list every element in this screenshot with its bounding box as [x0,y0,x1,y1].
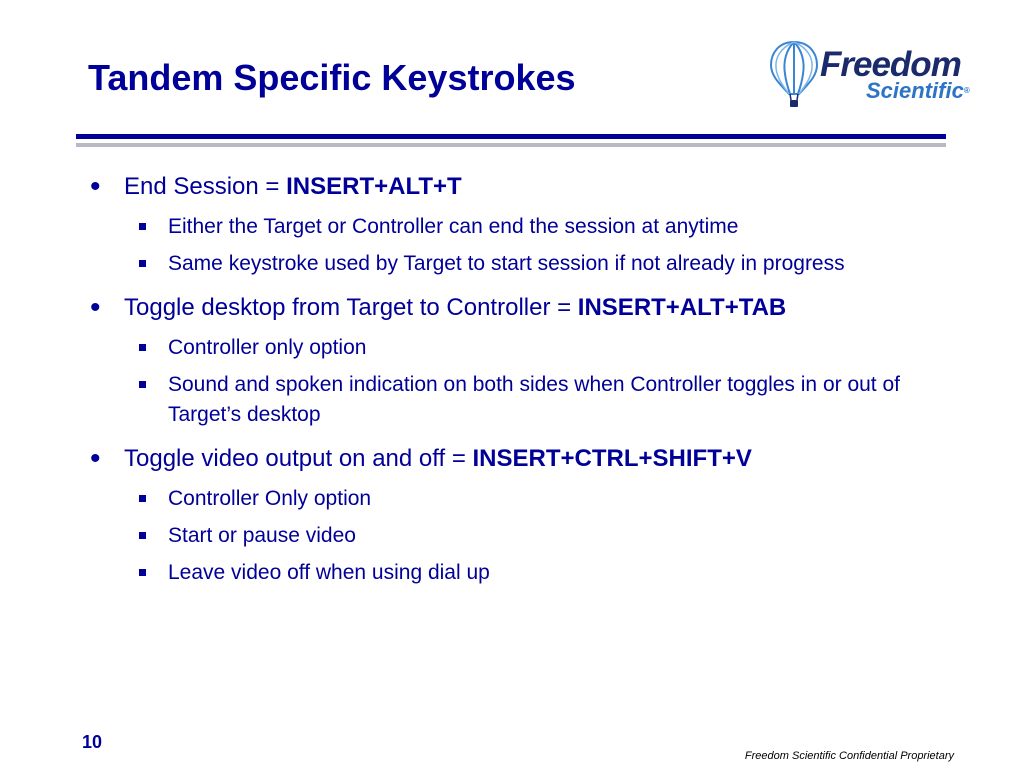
footer-confidential: Freedom Scientific Confidential Proprietary [744,750,954,762]
sub-bullet [124,521,968,551]
logo-wordmark-scientific-text: Scientific [866,78,964,103]
sub-bullet-text: Sound and spoken indication on both sides when Controller toggles in or out of Target’s desktop [168,373,900,426]
keystroke: INSERT+ALT+TAB [577,294,787,321]
title-divider-thin [76,143,946,147]
sub-bullet [124,558,968,588]
sub-bullet-text: Same keystroke used by Target to start session if not already in progress [168,252,845,275]
sub-bullet-text: Start or pause video [168,524,356,547]
title-divider-thick [76,134,946,139]
square-bullet-icon [139,344,146,351]
logo-wordmark-scientific [866,78,970,104]
square-bullet-icon [139,381,146,388]
logo-wordmark-freedom: Freedom [820,45,961,84]
square-bullet-icon [139,260,146,267]
bullet-list [88,172,968,602]
sub-bullet [124,484,968,514]
bullet-dot: • [90,170,101,203]
keystroke: INSERT+CTRL+SHIFT+V [472,445,752,472]
bullet-label: End Session = [124,173,287,200]
bullet-dot: • [90,291,101,324]
bullet-end-session [88,172,968,279]
sub-bullet-list [124,333,968,430]
sub-bullet [124,370,968,430]
bullet-toggle-video [88,444,968,588]
sub-bullet [124,333,968,363]
bullet-text [124,172,968,202]
sub-bullet-text: Controller only option [168,336,367,359]
slide-title: Tandem Specific Keystrokes [88,57,576,98]
bullet-toggle-desktop [88,293,968,430]
sub-bullet [124,249,968,279]
keystroke: INSERT+ALT+T [286,173,462,200]
sub-bullet [124,212,968,242]
bullet-label: Toggle video output on and off = [124,445,473,472]
sub-bullet-list [124,484,968,588]
square-bullet-icon [139,495,146,502]
square-bullet-icon [139,223,146,230]
sub-bullet-list [124,212,968,279]
sub-bullet-text: Leave video off when using dial up [168,561,490,584]
bullet-label: Toggle desktop from Target to Controller = [124,294,578,321]
bullet-dot: • [90,442,101,475]
square-bullet-icon [139,532,146,539]
hot-air-balloon-icon [768,40,820,110]
page-number: 10 [82,732,103,752]
sub-bullet-text: Controller Only option [168,487,372,510]
bullet-text [124,293,968,323]
square-bullet-icon [139,569,146,576]
sub-bullet-text: Either the Target or Controller can end the session at anytime [168,215,739,238]
bullet-text [124,444,968,474]
freedom-scientific-logo [768,40,968,112]
registered-mark: ® [963,86,970,95]
